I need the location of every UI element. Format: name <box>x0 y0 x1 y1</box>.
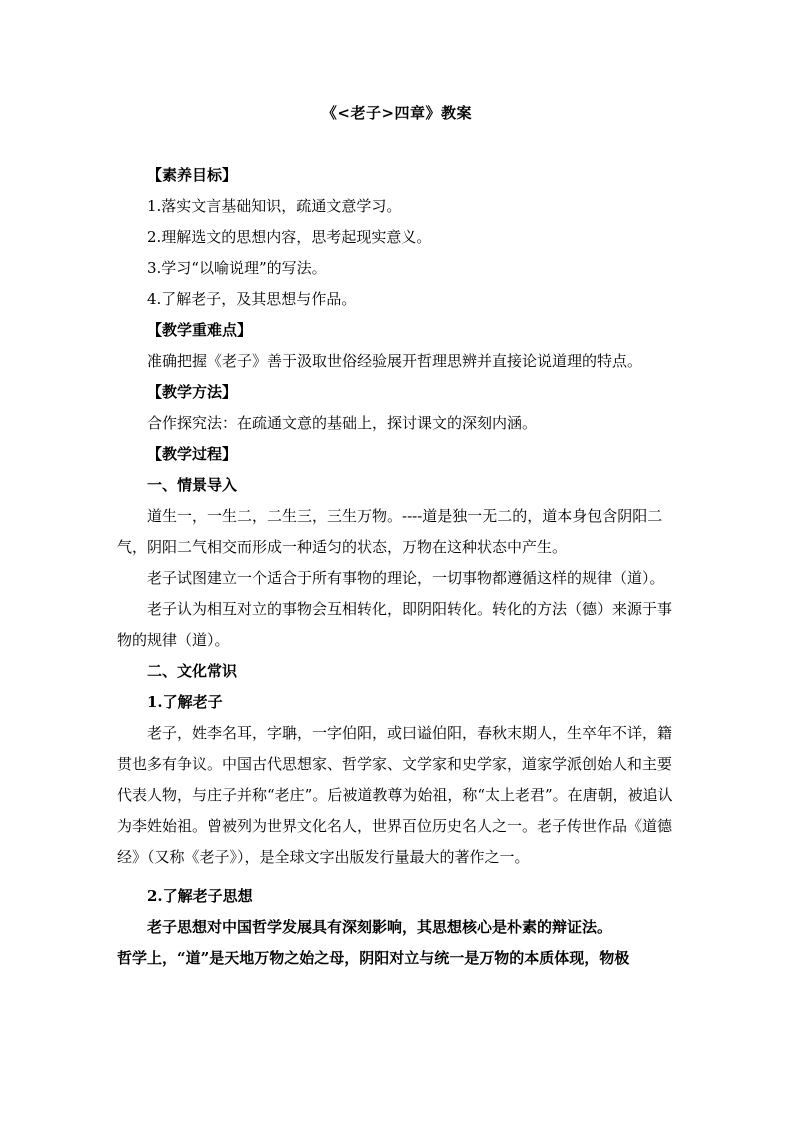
part1-paragraph-2: 老子试图建立一个适合于所有事物的理论，一切事物都遵循这样的规律（道）。 <box>147 569 665 587</box>
goal-item-2: 2.理解选文的思想内容，思考起现实意义。 <box>147 228 432 246</box>
sub1-heading: 1.了解老子 <box>147 693 223 711</box>
key-heading: 【教学重难点】 <box>147 321 253 339</box>
document-body <box>117 160 677 974</box>
process-heading: 【教学过程】 <box>147 445 238 463</box>
part1-paragraph-3: 老子认为相互对立的事物会互相转化，即阴阳转化。转化的方法（德）来源于事物的规律（道）。 <box>117 600 673 649</box>
goal-item-1: 1.落实文言基础知识，疏通文意学习。 <box>147 197 402 215</box>
document-title: 《<老子>四章》教案 <box>321 104 473 122</box>
goal-heading: 【素养目标】 <box>147 166 238 184</box>
key-text: 准确把握《老子》善于汲取世俗经验展开哲理思辨并直接论说道理的特点。 <box>147 352 643 370</box>
method-heading: 【教学方法】 <box>147 383 238 401</box>
sub2-heading: 2.了解老子思想 <box>147 887 253 905</box>
goal-item-4: 4.了解老子，及其思想与作品。 <box>147 290 357 308</box>
part1-heading: 一、情景导入 <box>147 476 238 494</box>
spacer <box>117 873 677 881</box>
sub2-line-2: 哲学上，“道”是天地万物之始之母，阴阳对立与统一是万物的本质体现，物极 <box>117 949 630 967</box>
goal-item-3: 3.学习“以喻说理”的写法。 <box>147 259 327 277</box>
method-text: 合作探究法：在疏通文意的基础上，探讨课文的深刻内涵。 <box>147 414 538 432</box>
sub1-paragraph: 老子，姓李名耳，字聃，一字伯阳，或曰谥伯阳，春秋末期人，生卒年不详，籍贯也多有争议。中国古代思想家、哲学家、文学家和史学家，道家学派创始人和主要代表人物，与庄子并称“老庄”。后被道教尊为始祖，称“太上老君”。在唐朝，被追认为李姓始祖。曾被列为世界文化名人，世界百位历史名人之一。老子传世作品《道德经》（又称《老子》），是全球文字出版发行量最大的著作之一。 <box>117 724 673 866</box>
part1-paragraph-1: 道生一，一生二，二生三，三生万物。----道是独一无二的，道本身包含阴阳二气，阴阳二气相交而形成一种适匀的状态，万物在这种状态中产生。 <box>117 507 663 556</box>
part2-heading: 二、文化常识 <box>147 662 238 680</box>
sub2-line-1: 老子思想对中国哲学发展具有深刻影响，其思想核心是朴素的辩证法。 <box>147 918 613 936</box>
